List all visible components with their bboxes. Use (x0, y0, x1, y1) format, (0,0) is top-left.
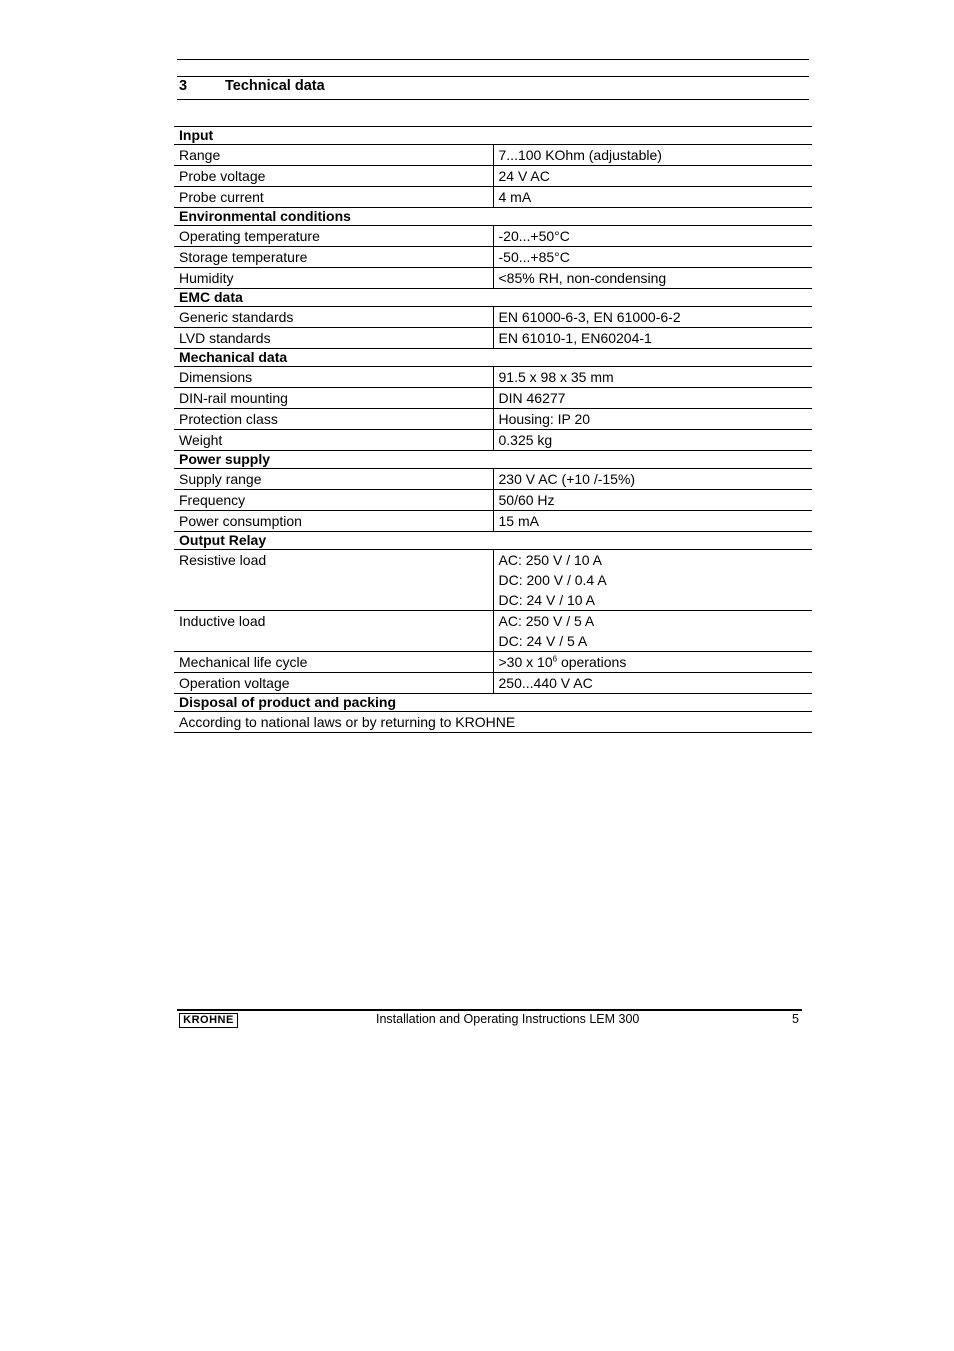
row-label: Dimensions (174, 367, 493, 388)
table-row (174, 430, 812, 451)
row-value (493, 652, 812, 673)
row-label: DIN-rail mounting (174, 388, 493, 409)
table-row (174, 328, 812, 349)
row-value: Housing: IP 20 (493, 409, 812, 430)
table-row (174, 550, 812, 611)
footer-rule (177, 1009, 802, 1011)
row-value: <85% RH, non-condensing (493, 268, 812, 289)
row-value: 230 V AC (+10 /-15%) (493, 469, 812, 490)
heading-rule-top (177, 76, 809, 77)
table-row (174, 187, 812, 208)
table-row (174, 367, 812, 388)
table-row (174, 409, 812, 430)
value-exponent: 6 (552, 654, 558, 664)
row-label: Operation voltage (174, 673, 493, 694)
row-label: Power consumption (174, 511, 493, 532)
row-value: EN 61010-1, EN60204-1 (493, 328, 812, 349)
page-number: 5 (792, 1012, 799, 1026)
section-title: Technical data (225, 78, 325, 94)
row-label: Operating temperature (174, 226, 493, 247)
table-row (174, 712, 812, 733)
row-label: Range (174, 145, 493, 166)
row-label: Weight (174, 430, 493, 451)
row-label: Humidity (174, 268, 493, 289)
table-row (174, 511, 812, 532)
table-row (174, 652, 812, 673)
group-heading-row (174, 532, 812, 550)
group-heading-row (174, 451, 812, 469)
row-label: LVD standards (174, 328, 493, 349)
row-label: Frequency (174, 490, 493, 511)
full-row-text: According to national laws or by returning to KROHNE (174, 712, 812, 733)
value-suffix: operations (557, 654, 627, 670)
technical-data-table (174, 126, 812, 733)
row-value: 24 V AC (493, 166, 812, 187)
row-label: Probe voltage (174, 166, 493, 187)
row-value: 250...440 V AC (493, 673, 812, 694)
table-row (174, 469, 812, 490)
row-value: EN 61000-6-3, EN 61000-6-2 (493, 307, 812, 328)
table-row (174, 226, 812, 247)
row-value: 50/60 Hz (493, 490, 812, 511)
row-value: -20...+50°C (493, 226, 812, 247)
row-value (493, 611, 812, 652)
group-heading-row (174, 289, 812, 307)
row-value: 7...100 KOhm (adjustable) (493, 145, 812, 166)
value-line: AC: 250 V / 5 A (498, 613, 595, 629)
row-label: Protection class (174, 409, 493, 430)
row-value: 15 mA (493, 511, 812, 532)
table-row (174, 673, 812, 694)
group-heading-row (174, 208, 812, 226)
group-heading: EMC data (174, 289, 812, 307)
group-heading: Mechanical data (174, 349, 812, 367)
value-line: DC: 24 V / 10 A (498, 592, 595, 608)
group-heading-row (174, 694, 812, 712)
table-row (174, 166, 812, 187)
krohne-logo: KROHNE (179, 1013, 238, 1028)
row-value: -50...+85°C (493, 247, 812, 268)
table-row (174, 611, 812, 652)
value-prefix: >30 x 10 (498, 654, 553, 670)
table-row (174, 490, 812, 511)
footer-title: Installation and Operating Instructions LEM 300 (376, 1012, 640, 1026)
section-heading (179, 78, 809, 98)
heading-rule-bottom (177, 99, 809, 100)
top-rule (177, 59, 809, 60)
value-line: DC: 200 V / 0.4 A (498, 572, 607, 588)
section-number: 3 (179, 78, 188, 94)
row-value (493, 550, 812, 611)
table-row (174, 247, 812, 268)
row-value: DIN 46277 (493, 388, 812, 409)
row-label: Supply range (174, 469, 493, 490)
value-line: DC: 24 V / 5 A (498, 633, 588, 649)
table-row (174, 307, 812, 328)
value-line: AC: 250 V / 10 A (498, 552, 603, 568)
row-label: Resistive load (174, 550, 493, 611)
row-label: Storage temperature (174, 247, 493, 268)
group-heading-row (174, 127, 812, 145)
row-value: 4 mA (493, 187, 812, 208)
group-heading: Output Relay (174, 532, 812, 550)
group-heading: Input (174, 127, 812, 145)
table-row (174, 388, 812, 409)
row-value: 0.325 kg (493, 430, 812, 451)
table-row (174, 145, 812, 166)
group-heading-row (174, 349, 812, 367)
row-label: Inductive load (174, 611, 493, 652)
row-value: 91.5 x 98 x 35 mm (493, 367, 812, 388)
row-label: Mechanical life cycle (174, 652, 493, 673)
group-heading: Power supply (174, 451, 812, 469)
group-heading: Environmental conditions (174, 208, 812, 226)
table-row (174, 268, 812, 289)
group-heading: Disposal of product and packing (174, 694, 812, 712)
row-label: Generic standards (174, 307, 493, 328)
row-label: Probe current (174, 187, 493, 208)
